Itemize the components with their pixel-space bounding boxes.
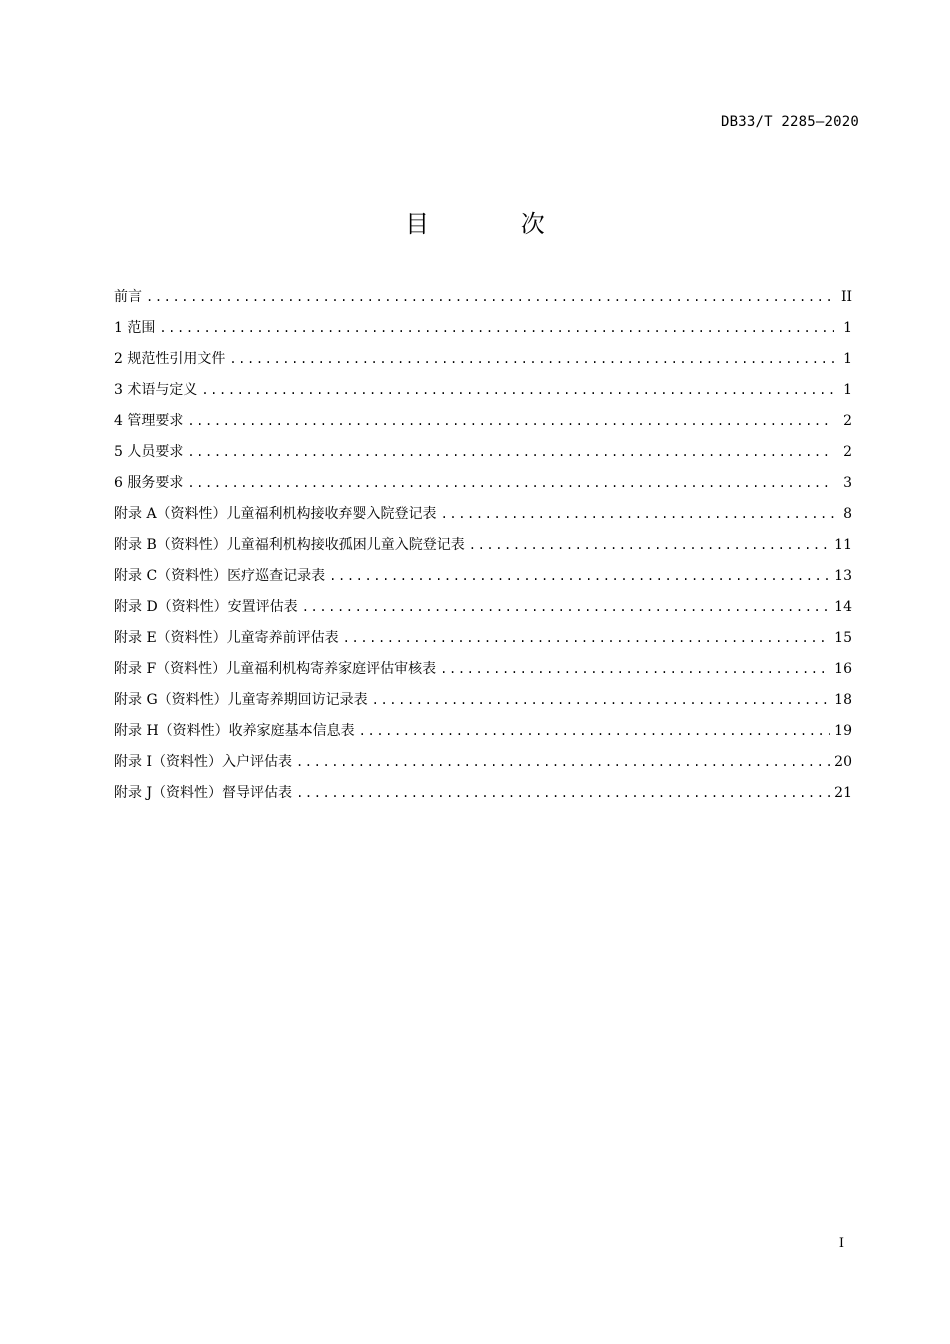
toc-entry-label: 附录 A（资料性）儿童福利机构接收弃婴入院登记表 (114, 506, 437, 522)
document-code: DB33/T 2285—2020 (720, 114, 859, 130)
toc-entry-page: 21 (834, 785, 852, 801)
toc-entry-page: 1 (843, 351, 852, 367)
toc-leader-dots (296, 755, 830, 769)
toc-entry[interactable] (114, 565, 852, 596)
toc-entry-label: 附录 G（资料性）儿童寄养期回访记录表 (114, 692, 368, 708)
toc-entry-page: 16 (834, 661, 852, 677)
toc-entry-page: 2 (843, 413, 852, 429)
toc-entry-label: 附录 I（资料性）入户评估表 (114, 754, 292, 770)
toc-entry[interactable] (114, 348, 852, 379)
toc-leader-dots (343, 631, 831, 645)
toc-entry[interactable] (114, 627, 852, 658)
toc-entry-page: 13 (834, 568, 852, 584)
toc-entry-label: 1 范围 (114, 320, 156, 336)
toc-leader-dots (159, 321, 834, 335)
toc-entry-page: 1 (843, 382, 852, 398)
toc-leader-dots (469, 538, 830, 552)
toc-entry-label: 附录 D（资料性）安置评估表 (114, 599, 298, 615)
toc-entry[interactable] (114, 441, 852, 472)
toc-entry[interactable] (114, 317, 852, 348)
toc-entry-page: 19 (834, 723, 852, 739)
toc-entry-label: 4 管理要求 (114, 413, 184, 429)
toc-leader-dots (187, 445, 834, 459)
page-title: 目 次 (405, 210, 587, 238)
toc-entry[interactable] (114, 689, 852, 720)
toc-entry-label: 3 术语与定义 (114, 382, 198, 398)
toc-entry[interactable] (114, 658, 852, 689)
toc-entry[interactable] (114, 286, 852, 317)
toc-entry-label: 附录 H（资料性）收养家庭基本信息表 (114, 723, 355, 739)
toc-entry-label: 附录 J（资料性）督导评估表 (114, 785, 293, 801)
toc-entry-page: 20 (834, 754, 852, 770)
toc-entry-label: 前言 (114, 289, 142, 305)
toc-leader-dots (187, 476, 834, 490)
toc-leader-dots (372, 693, 831, 707)
toc-leader-dots (440, 662, 830, 676)
toc-entry[interactable] (114, 472, 852, 503)
toc-entry[interactable] (114, 534, 852, 565)
page-number: I (838, 1236, 844, 1251)
toc-leader-dots (441, 507, 834, 521)
toc-entry-label: 5 人员要求 (114, 444, 184, 460)
toc-entry[interactable] (114, 782, 852, 813)
toc-entry-page: II (840, 289, 852, 305)
toc-entry-label: 附录 F（资料性）儿童福利机构寄养家庭评估审核表 (114, 661, 437, 677)
table-of-contents (114, 286, 852, 813)
toc-entry[interactable] (114, 379, 852, 410)
toc-leader-dots (201, 383, 834, 397)
toc-entry-label: 附录 E（资料性）儿童寄养前评估表 (114, 630, 339, 646)
toc-entry-page: 11 (834, 537, 852, 553)
toc-entry-label: 6 服务要求 (114, 475, 184, 491)
toc-entry-page: 18 (834, 692, 852, 708)
toc-entry-page: 3 (843, 475, 852, 491)
toc-entry-page: 15 (834, 630, 852, 646)
toc-entry-label: 附录 B（资料性）儿童福利机构接收孤困儿童入院登记表 (114, 537, 465, 553)
toc-entry[interactable] (114, 720, 852, 751)
toc-entry-label: 2 规范性引用文件 (114, 351, 226, 367)
toc-leader-dots (359, 724, 831, 738)
toc-leader-dots (187, 414, 834, 428)
toc-leader-dots (296, 786, 830, 800)
toc-entry[interactable] (114, 503, 852, 534)
toc-leader-dots (329, 569, 830, 583)
toc-entry[interactable] (114, 751, 852, 782)
toc-entry-page: 8 (843, 506, 852, 522)
toc-entry-page: 2 (843, 444, 852, 460)
toc-entry[interactable] (114, 410, 852, 441)
toc-leader-dots (146, 290, 834, 304)
toc-leader-dots (229, 352, 834, 366)
toc-entry-label: 附录 C（资料性）医疗巡查记录表 (114, 568, 326, 584)
toc-entry[interactable] (114, 596, 852, 627)
toc-leader-dots (302, 600, 830, 614)
toc-entry-page: 1 (843, 320, 852, 336)
toc-entry-page: 14 (834, 599, 852, 615)
